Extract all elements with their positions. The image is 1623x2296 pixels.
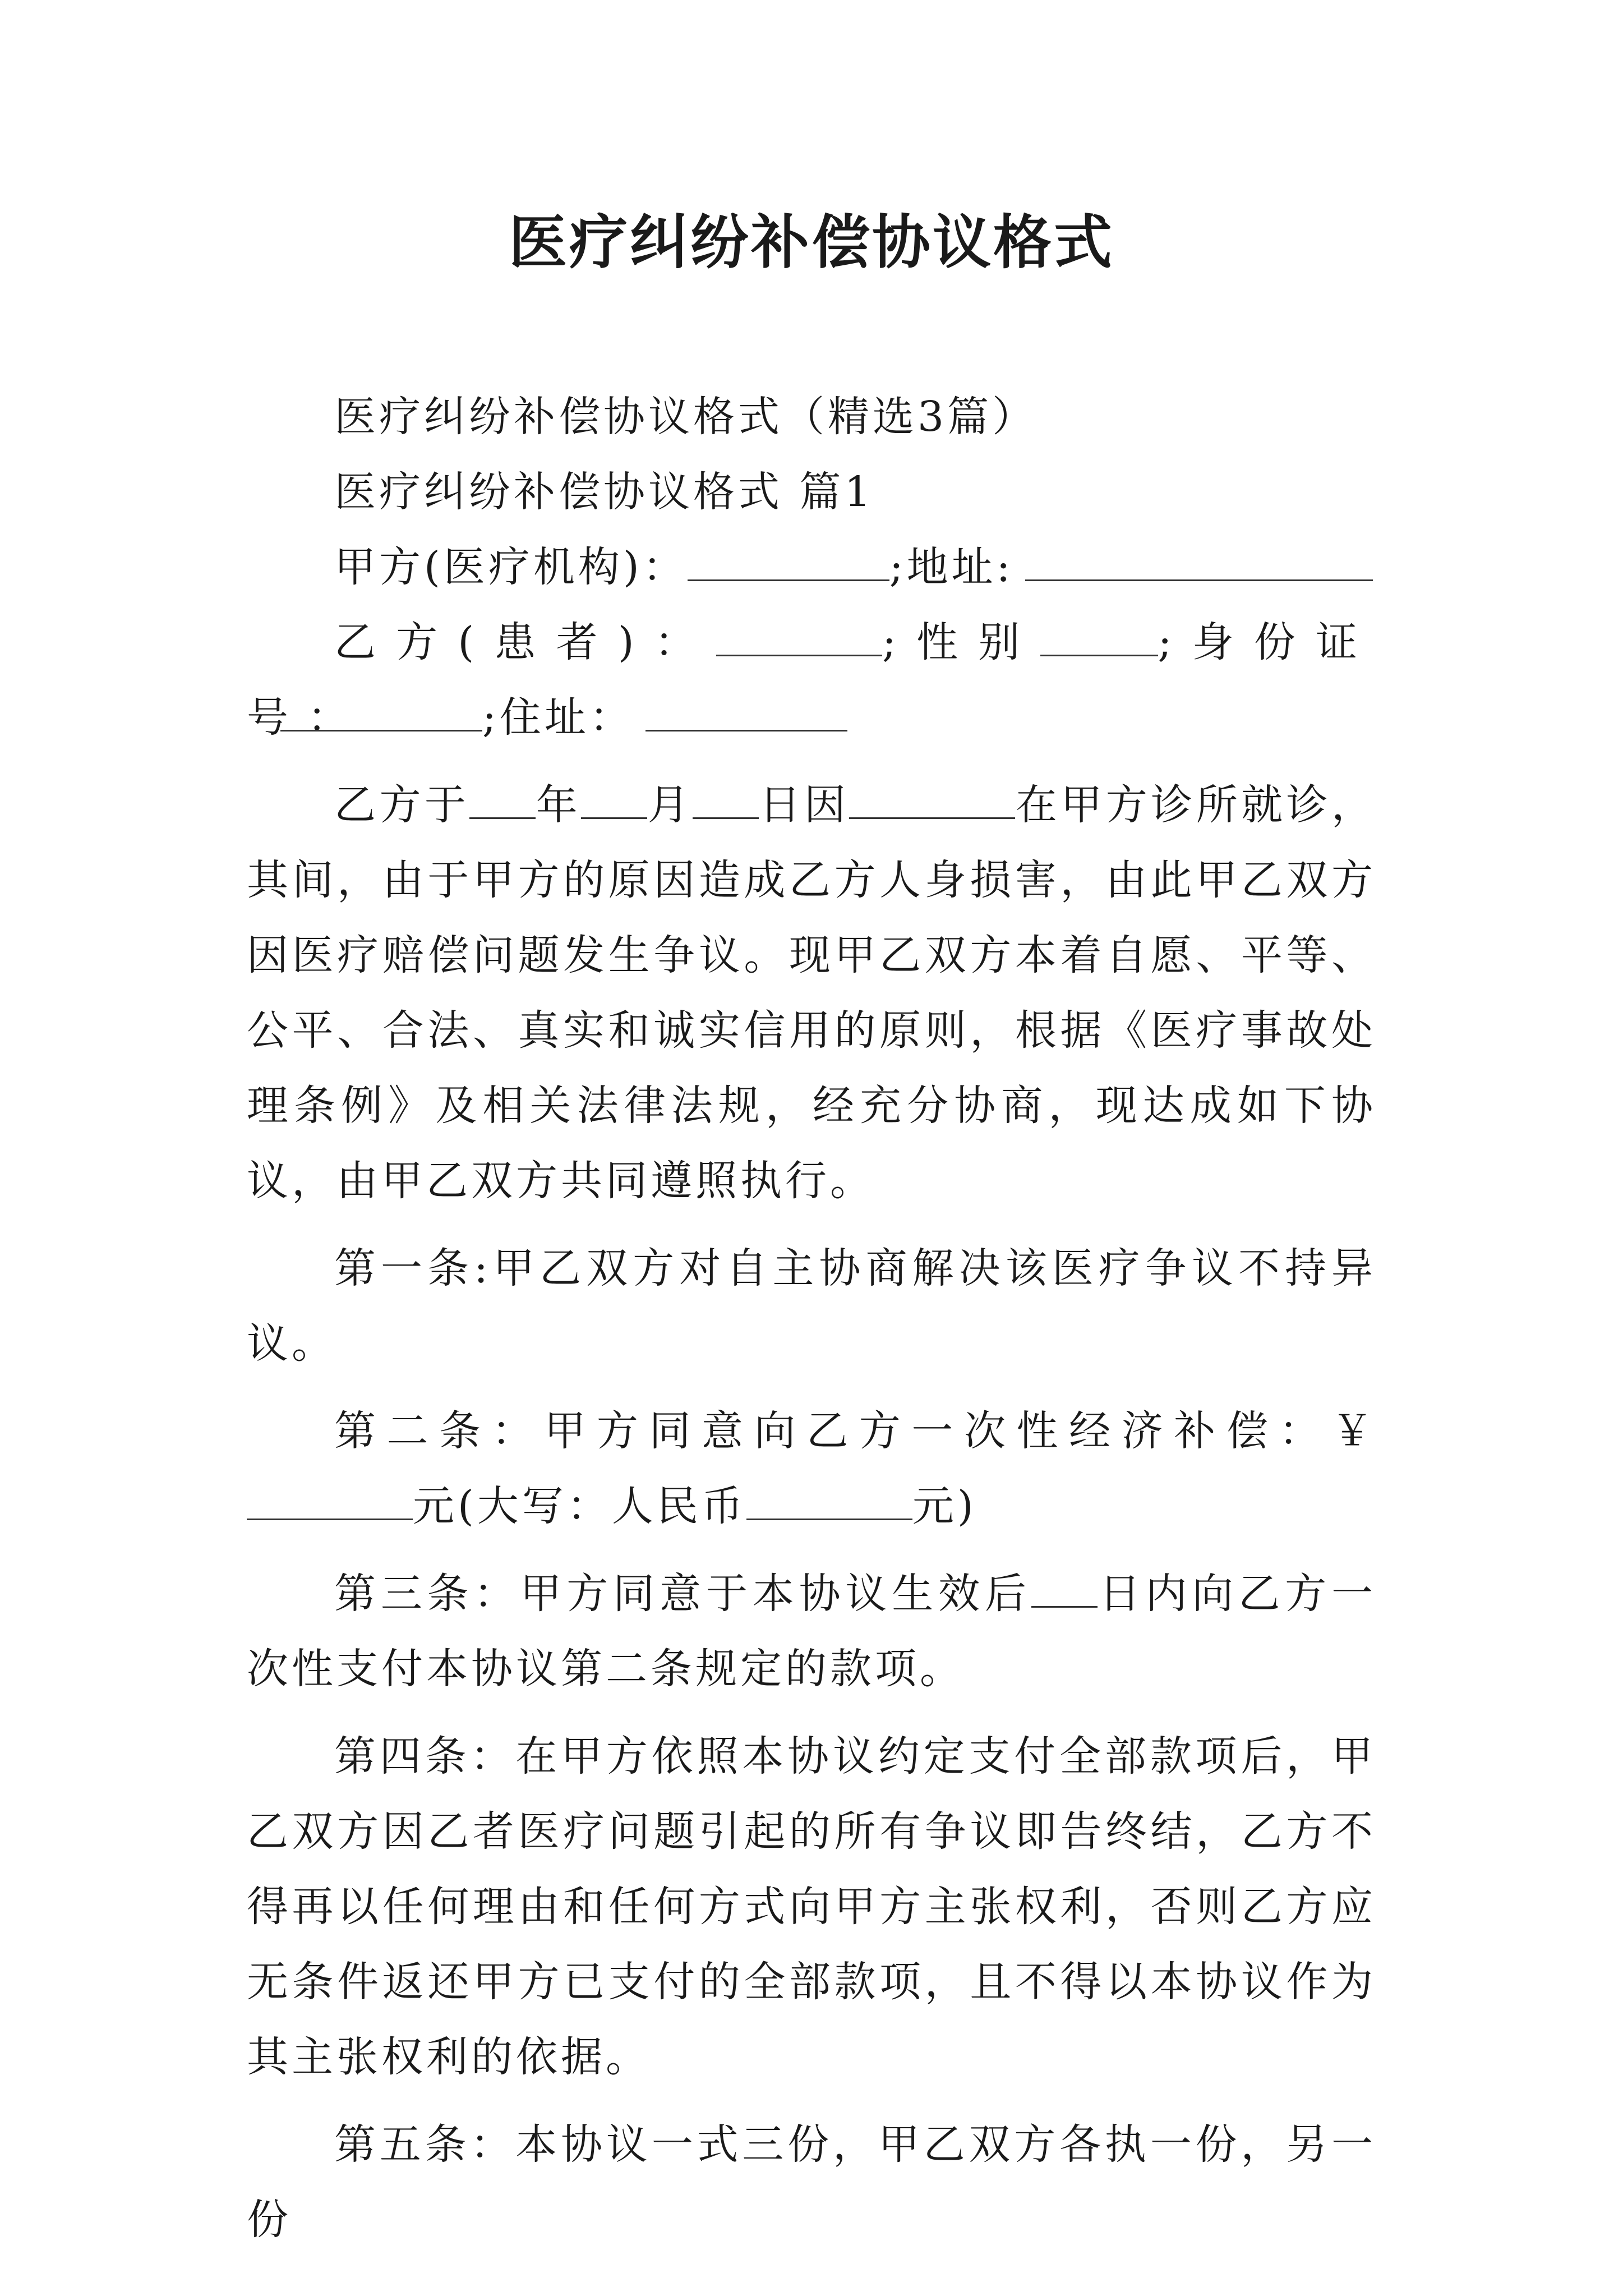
intro-text-1: 乙方于 (334, 781, 470, 829)
year-blank (469, 781, 536, 819)
reason-blank (849, 781, 1015, 819)
article-2-text-3: 元) (912, 1482, 977, 1530)
intro-text-2: 年 (536, 781, 582, 829)
party-b-label: 乙方(患者)： (334, 618, 717, 666)
subtitle: 医疗纠纷补偿协议格式（精选3篇） (334, 393, 1038, 441)
article-4: 第四条：在甲方依照本协议约定支付全部款项后，甲乙双方因乙者医疗问题引起的所有争议即告终结，乙方不得再以任何理由和任何方式向甲方主张权利，否则乙方应无条件返还甲方已支付的全部款项，且不得以本协议作为其主张权利的依据。 (247, 1732, 1376, 2081)
article-2-text-1: 第二条：甲方同意向乙方一次性经济补偿：￥ (334, 1407, 1376, 1455)
document-body (247, 379, 1376, 2257)
article-1: 第一条:甲乙双方对自主协商解决该医疗争议不持异议。 (247, 1244, 1376, 1368)
party-b-id-label: ;身份证号： (247, 618, 1376, 742)
party-b-name-blank (716, 619, 882, 656)
article-3-text-2: 日内向乙方一次性支付本协议第二条规定的款项。 (247, 1570, 1377, 1693)
party-b-residence-label: ;住址： (482, 693, 634, 742)
article-2-text-2: 元(大写：人民币 (413, 1482, 746, 1530)
article-3 (247, 1556, 1376, 1706)
intro-text-4: 日因 (759, 781, 850, 829)
party-b-line (247, 605, 1376, 755)
amount-blank (247, 1483, 413, 1520)
intro-text-5: 在甲方诊所就诊，其间，由于甲方的原因造成乙方人身损害，由此甲乙双方因医疗赔偿问题发生争议。现甲乙双方本着自愿、平等、公平、合法、真实和诚实信用的原则，根据《医疗事故处理条例》及相关法律法规，经充分协商，现达成如下协议，由甲乙双方共同遵照执行。 (247, 781, 1377, 1205)
document-title: 医疗纠纷补偿协议格式 (508, 208, 1114, 277)
day-blank (693, 781, 759, 819)
section-heading: 医疗纠纷补偿协议格式 篇1 (334, 468, 874, 516)
month-blank (581, 781, 647, 819)
article-2 (247, 1393, 1376, 1544)
article-3-text-1: 第三条：甲方同意于本协议生效后 (334, 1570, 1031, 1618)
intro-text-3: 月 (647, 781, 693, 829)
article-5: 第五条：本协议一式三份，甲乙双方各执一份，另一份 (247, 2120, 1376, 2244)
party-a-name-blank (688, 544, 889, 581)
party-b-residence-blank (645, 694, 847, 731)
party-b-gender-blank (1040, 619, 1158, 656)
intro-paragraph (247, 767, 1376, 1218)
party-a-line (247, 530, 1376, 605)
party-a-label: 甲方(医疗机构)： (334, 543, 688, 591)
party-a-address-blank (1025, 544, 1373, 581)
amount-words-blank (746, 1483, 912, 1520)
party-b-id-blank (280, 694, 482, 731)
party-b-gender-label: ;性别 (882, 618, 1040, 666)
party-a-address-label: ;地址: (889, 543, 1014, 591)
days-blank (1031, 1570, 1098, 1608)
